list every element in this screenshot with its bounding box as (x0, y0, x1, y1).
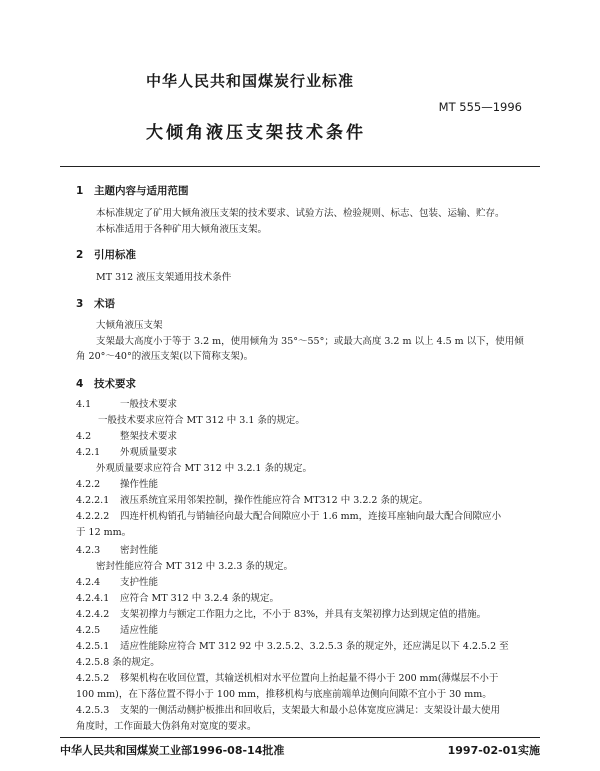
clause-text: 密封性能 (120, 545, 159, 556)
section-1-paragraph: 本标准规定了矿用大倾角液压支架的技术要求、试验方法、检验规则、标志、包装、运输、贮存。 (96, 208, 505, 219)
section-2-heading (76, 247, 136, 262)
clause-line (76, 510, 501, 524)
clause-text: 液压系统宜采用邻架控制，操作性能应符合 MT312 中 3.2.2 条的规定。 (120, 495, 428, 506)
clause-number: 4.2.5 (76, 625, 101, 636)
term-definition: 角 20°～40°的液压支架(以下简称支架)。 (76, 351, 254, 362)
clause-line (76, 688, 492, 702)
clause-text: 适应性能 (120, 625, 159, 636)
clause-text: 支架初撑力与额定工作阻力之比，不小于 83%，并具有支架初撑力达到规定值的措施。 (120, 609, 487, 620)
header-divider (60, 166, 540, 167)
clause-line (76, 494, 428, 508)
clause-number: 4.2 (76, 431, 92, 442)
section-3-number: 3 (76, 298, 84, 310)
clause-text: 应符合 MT 312 中 3.2.4 条的规定。 (120, 593, 279, 604)
section-2-number: 2 (76, 249, 84, 261)
clause-line (76, 526, 131, 540)
section-2-title: 引用标准 (94, 249, 136, 261)
clause-number: 4.2.1 (76, 447, 101, 458)
clause-number: 4.2.4.1 (76, 593, 110, 604)
clause-line (76, 544, 158, 558)
clause-line (76, 720, 257, 734)
clause-text: 一般技术要求应符合 MT 312 中 3.1 条的规定。 (98, 415, 305, 426)
clause-text: 4.2.5.8 条的规定。 (76, 657, 160, 668)
clause-line (76, 640, 509, 654)
clause-number: 4.2.5.2 (76, 673, 110, 684)
section-3-title: 术语 (94, 298, 115, 310)
clause-line (76, 446, 177, 460)
standard-code: MT 555—1996 (438, 100, 522, 114)
clause-text: 外观质量要求应符合 MT 312 中 3.2.1 条的规定。 (96, 463, 312, 474)
clause-number: 4.2.2 (76, 479, 101, 490)
clause-line (98, 414, 305, 428)
clause-text: 角度时，工作面最大伪斜角对宽度的要求。 (76, 721, 257, 732)
clause-line (76, 672, 498, 686)
section-3-heading (76, 296, 115, 311)
clause-line (76, 608, 486, 622)
clause-number: 4.2.5.1 (76, 641, 110, 652)
term-name: 大倾角液压支架 (96, 320, 163, 331)
section-1-paragraph: 本标准适用于各种矿用大倾角液压支架。 (96, 224, 268, 235)
clause-line (76, 398, 177, 412)
clause-text: 一般技术要求 (120, 399, 178, 410)
clause-line (96, 560, 293, 574)
clause-number: 4.1 (76, 399, 92, 410)
approval-line: 中华人民共和国煤炭工业部1996-08-14批准 (60, 744, 285, 757)
section-4-number: 4 (76, 378, 84, 390)
clause-text: 支架的一侧活动侧护板推出和回收后，支架最大和最小总体宽度应满足：支架设计最大使用 (120, 705, 501, 716)
clause-text: 外观质量要求 (120, 447, 178, 458)
clause-text: 四连杆机构销孔与销轴径向最大配合间隙应小于 1.6 mm，连接耳座轴向最大配合间隙应小 (120, 511, 502, 522)
clause-number: 4.2.4.2 (76, 609, 110, 620)
clause-text: 于 12 mm。 (76, 527, 132, 538)
clause-text: 支护性能 (120, 577, 159, 588)
clause-text: 整架技术要求 (120, 431, 178, 442)
clause-text: 100 mm)，在下落位置不得小于 100 mm，推移机构与底座前端单边侧向间隙不宜小于 30 mm。 (76, 689, 492, 700)
clause-line (76, 624, 158, 638)
section-4-title: 技术要求 (94, 378, 136, 390)
clause-text: 密封性能应符合 MT 312 中 3.2.3 条的规定。 (96, 561, 293, 572)
section-1-number: 1 (76, 185, 84, 197)
clause-text: 操作性能 (120, 479, 159, 490)
referenced-standard: MT 312 液压支架通用技术条件 (96, 272, 232, 283)
clause-line (76, 576, 158, 590)
implementation-date: 1997-02-01实施 (447, 744, 540, 757)
standard-org-title: 中华人民共和国煤炭行业标准 (146, 72, 355, 90)
footer-divider (60, 737, 540, 738)
clause-number: 4.2.2.2 (76, 511, 110, 522)
clause-number: 4.2.2.1 (76, 495, 110, 506)
clause-line (96, 462, 312, 476)
clause-number: 4.2.5.3 (76, 705, 110, 716)
clause-line (76, 592, 279, 606)
section-1-heading (76, 183, 189, 198)
clause-line (76, 430, 177, 444)
section-1-title: 主题内容与适用范围 (94, 185, 189, 197)
section-4-heading (76, 376, 136, 391)
clause-number: 4.2.4 (76, 577, 101, 588)
clause-text: 适应性能除应符合 MT 312 92 中 3.2.5.2、3.2.5.3 条的规定外，还应满足以下 4.2.5.2 至 (120, 641, 509, 652)
clause-line (76, 478, 158, 492)
clause-text: 移架机构在收回位置，其输送机相对水平位置向上抬起量不得小于 200 mm(薄煤层不小于 (120, 673, 499, 684)
page-title: 大倾角液压支架技术条件 (146, 123, 366, 143)
term-definition: 支架最大高度小于等于 3.2 m，使用倾角为 35°～55°；或最大高度 3.2 m 以上 4.5 m 以下，使用倾 (96, 336, 524, 347)
clause-number: 4.2.3 (76, 545, 101, 556)
clause-line (76, 656, 160, 670)
clause-line (76, 704, 500, 718)
